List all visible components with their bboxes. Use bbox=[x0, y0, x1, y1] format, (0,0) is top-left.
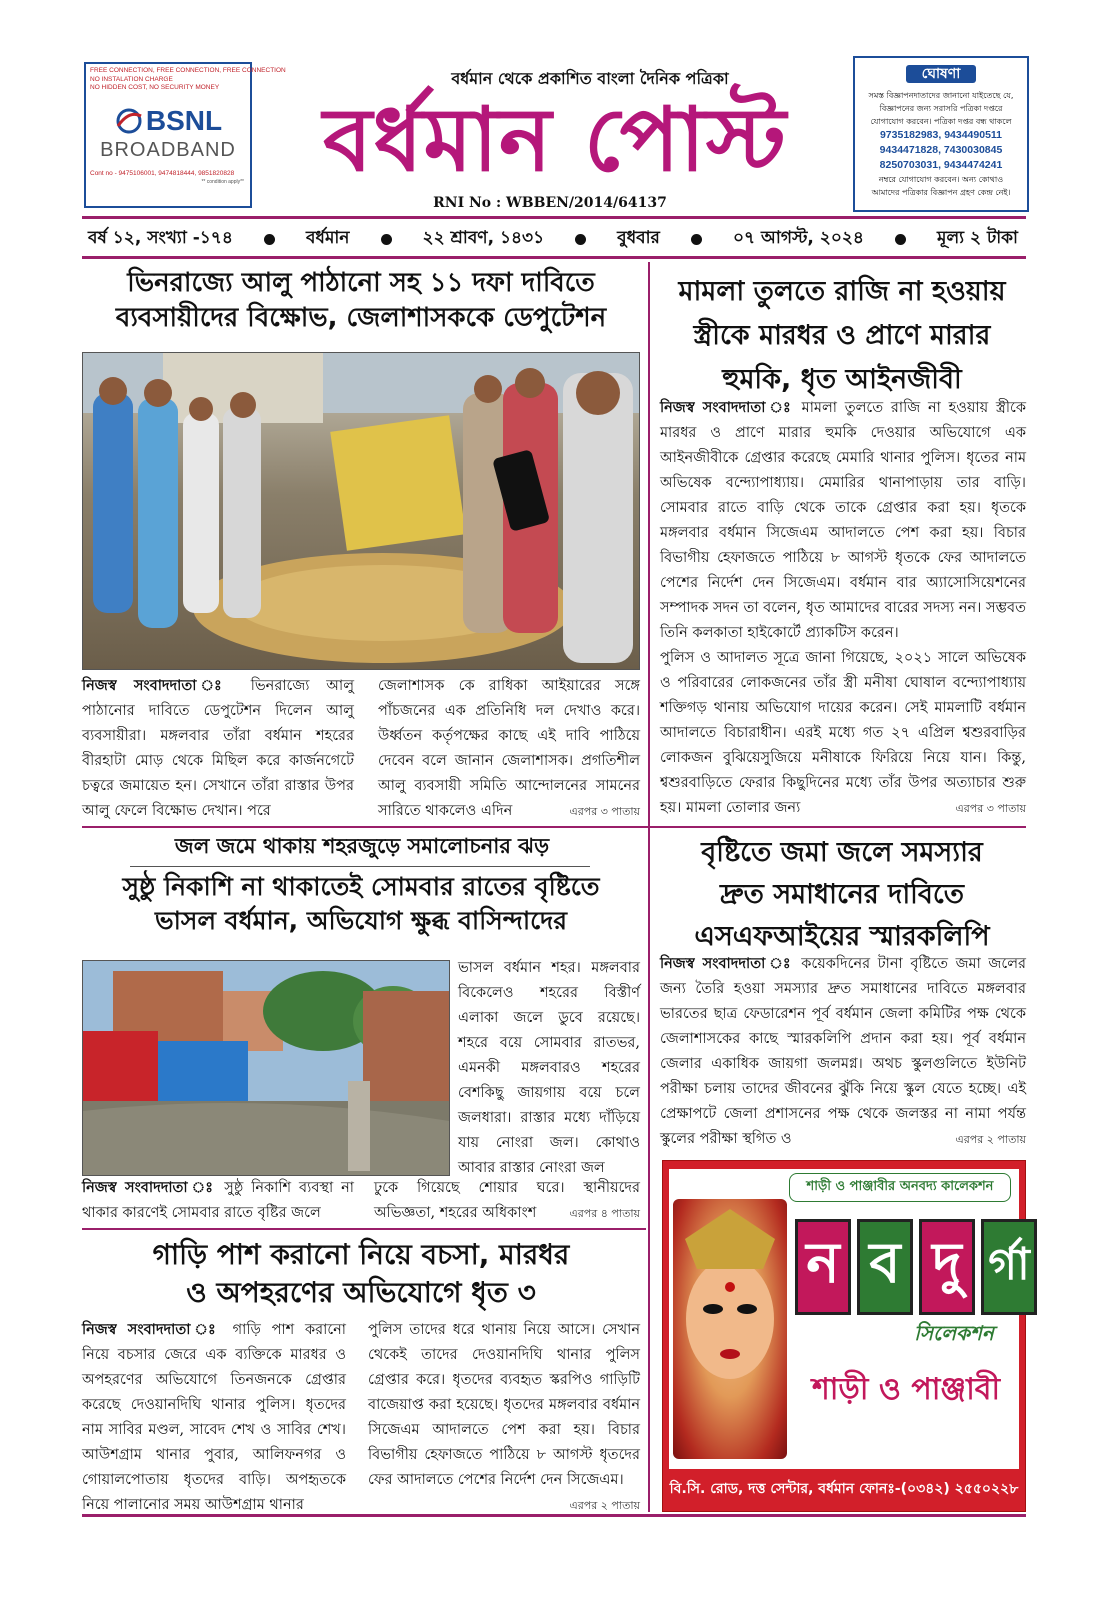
story4-reporter: নিজস্ব সংবাদদাতা ঃ bbox=[660, 956, 794, 972]
story4-continued: এরপর ২ পাতায় bbox=[955, 1133, 1026, 1146]
english-date: ০৭ আগস্ট, ২০২৪ bbox=[732, 228, 864, 248]
story2-continued: এরপর ৩ পাতায় bbox=[955, 802, 1026, 815]
story2-text: পুলিস ও আদালত সূত্রে জানা গিয়েছে, ২০২১ সালে অভিষেক ও পরিবারের লোকজনের তাঁর স্ত্রী মনীষা ঘোষাল বন্দ্যোপাধ্যায় শক্তিগড় থানায় অভিযোগ দায়ের করেন। সেই মামলাটি বর্ধমান আদালতে বিচারাধীন। এরই মধ্যে গত ২৭ এপ্রিল শ্বশুরবাড়ির লোকজন বুঝিয়েসুজিয়ে মনীষাকে ফিরিয়ে নিয়ে যান। কিন্তু, শ্বশুরবাড়িতে ফেরার কিছুদিনের মধ্যে তাঁর উপর অত্যাচার শুরু হয়। মামলা তোলার জন্য bbox=[660, 650, 1026, 816]
nabadurga-letters bbox=[795, 1219, 1037, 1315]
bsnl-product: BROADBAND bbox=[100, 139, 236, 161]
nabadurga-letter: ন bbox=[795, 1219, 851, 1315]
protest-photo-illustration bbox=[83, 353, 639, 669]
nabadurga-products: শাড়ী ও পাঞ্জাবী bbox=[811, 1372, 1001, 1407]
dateline-rule bbox=[82, 256, 1026, 259]
nabadurga-letter: দু bbox=[919, 1219, 975, 1315]
nabadurga-inner bbox=[669, 1169, 1030, 1469]
notice-phone: 9735182983, 9434490511 bbox=[879, 129, 1003, 141]
nabadurga-letter: ব bbox=[857, 1219, 913, 1315]
story1-headline-line: ভিনরাজ্যে আলু পাঠানো সহ ১১ দফা দাবিতে bbox=[127, 268, 595, 298]
bsnl-contact: Cont no - 9475106001, 9474818444, 9851820828 bbox=[90, 170, 235, 177]
issue-number: বর্ষ ১২, সংখ্যা -১৭৪ bbox=[88, 228, 233, 248]
story5-headline bbox=[80, 1236, 642, 1312]
notice-phone: 8250703031, 9434474241 bbox=[879, 159, 1003, 171]
notice-phone: 9434471828, 7430030845 bbox=[879, 144, 1003, 156]
nabadurga-ad[interactable] bbox=[662, 1160, 1030, 1512]
masthead-title: বর্ধমান পোস্ট bbox=[323, 88, 787, 191]
section-rule bbox=[82, 1228, 646, 1230]
notice-line4: নম্বরে যোগাযোগ করবেন। অন্য কোথাও bbox=[878, 175, 1004, 184]
story5-headline-line: গাড়ি পাশ করানো নিয়ে বচসা, মারধর bbox=[152, 1238, 570, 1271]
nabadurga-letter: র্গা bbox=[981, 1219, 1037, 1315]
story3-body-col2 bbox=[374, 1176, 640, 1226]
nabadurga-banner: শাড়ী ও পাঞ্জাবীর অনবদ্য কালেকশন bbox=[789, 1173, 1011, 1202]
potato-protest-photo bbox=[82, 352, 640, 670]
nabadurga-selection: সিলেকশন bbox=[914, 1321, 994, 1345]
notice-box bbox=[853, 56, 1029, 212]
story1-reporter: নিজস্ব সংবাদদাতা ঃ bbox=[82, 678, 234, 694]
bullet-icon bbox=[264, 234, 275, 245]
story3-text: ভাসল বর্ধমান শহর। মঙ্গলবার বিকেলেও শহরের বিস্তীর্ণ এলাকা জলে ডুবে রয়েছে। শহরে বয়ে সোমবার রাতভর, এমনকী মঙ্গলবারও শহরের বেশকিছু জায়গায় বয়ে চলে জলধারা। রাস্তার মধ্যে দাঁড়িয়ে যায় নোংরা জল। কোথাও আবার রাস্তার নোংরা জল bbox=[458, 960, 640, 1176]
story1-text: জেলাশাসক কে রাধিকা আইয়ারের সঙ্গে পাঁচজনের এক প্রতিনিধি দল দেখাও করে। উর্ধ্বতন কর্তৃপক্ষের কাছে এই দাবি পাঠিয়ে দেবেন বলে জানান জেলাশাসক। প্রগতিশীল আলু ব্যবসায়ী সমিতি আন্দোলনের সামনের সারিতে থাকলেও এদিন bbox=[378, 678, 640, 819]
story5-reporter: নিজস্ব সংবাদদাতা ঃ bbox=[82, 1322, 222, 1338]
story1-body-col1 bbox=[82, 674, 354, 824]
story4-headline bbox=[656, 832, 1028, 958]
notice-line1: সমস্ত বিজ্ঞাপনদাতাদের জানানো যাইতেছে যে, bbox=[868, 91, 1014, 100]
story3-headline bbox=[80, 870, 642, 938]
story4-text: কয়েকদিনের টানা বৃষ্টিতে জমা জলের জন্য তৈরি হওয়া সমস্যার দ্রুত সমাধানের দাবিতে মঙ্গলবার ভারতের ছাত্র ফেডারেশন পূর্ব বর্ধমান জেলা কমিটির পক্ষ থেকে জেলাশাসকের কাছে স্মারকলিপি প্রদান করা হয়। পূর্ব বর্ধমান জেলার একাধিক জায়গা জলমগ্ন। অথচ স্কুলগুলিতে ইউনিট পরীক্ষা চলায় তাদের জীবনের ঝুঁকি নিয়ে স্কুল যেতে হচ্ছে। এই প্রেক্ষাপটে জেলা প্রশাসনের পক্ষ থেকে জলস্তর না নামা পর্যন্ত স্কুলের পরীক্ষা স্থগিত ও bbox=[660, 956, 1027, 1147]
story5-text: পুলিস তাদের ধরে থানায় নিয়ে আসে। সেখান থেকেই তাদের দেওয়ানদিঘি থানার পুলিস গ্রেপ্তার করে। ধৃতদের ব্যবহৃত স্করপিও গাড়িটি বাজেয়াপ্ত করা হয়েছে। ধৃতদের মঙ্গলবার বর্ধমান সিজেএম আদালতে পেশ করা হয়। বিচার বিভাগীয় হেফাজতে পাঠিয়ে ৮ আগস্ট ধৃতদের ফের আদালতে পেশের নির্দেশ দেন সিজেএম। bbox=[368, 1322, 640, 1488]
story1-text: ভিনরাজ্যে আলু পাঠানোর দাবিতে ডেপুটেশন দিলেন আলু ব্যবসায়ীরা। মঙ্গলবার তাঁরা বর্ধমান শহরের বীরহাটা মোড় থেকে মিছিল করে কার্জনগেটে চত্বরে জমায়েত হন। সেখানে তাঁরা রাস্তার উপর আলু ফেলে বিক্ষোভ দেখান। পরে bbox=[82, 678, 355, 819]
bengali-date: ২২ শ্রাবণ, ১৪৩১ bbox=[422, 228, 545, 248]
weekday: বুধবার bbox=[617, 228, 660, 248]
story4-headline-line: বৃষ্টিতে জমা জলে সমস্যার bbox=[701, 837, 983, 868]
story2-headline-line: মামলা তুলতে রাজি না হওয়ায় bbox=[678, 276, 1006, 307]
bullet-icon bbox=[381, 234, 392, 245]
bullet-icon bbox=[691, 234, 702, 245]
kicker-rule bbox=[130, 866, 590, 867]
story3-continued: এরপর ৪ পাতায় bbox=[569, 1207, 640, 1220]
flood-photo-illustration bbox=[83, 961, 449, 1175]
story2-headline bbox=[656, 270, 1028, 402]
story2-reporter: নিজস্ব সংবাদদাতা ঃ bbox=[660, 400, 794, 416]
story2-headline-line: হুমকি, ধৃত আইনজীবী bbox=[722, 364, 962, 395]
dateline bbox=[88, 224, 1018, 254]
bullet-icon bbox=[895, 234, 906, 245]
bsnl-fine-print: ** condition apply** bbox=[201, 179, 244, 185]
bsnl-ad-line3: NO HIDDEN COST, NO SECURITY MONEY bbox=[90, 84, 220, 91]
bullet-icon bbox=[575, 234, 586, 245]
bsnl-ad-line2: NO INSTALATION CHARGE bbox=[90, 76, 173, 83]
story2-text: মামলা তুলতে রাজি না হওয়ায় স্ত্রীকে মারধর ও প্রাণে মারার হুমকি দেওয়ার অভিযোগে এক আইনজীবীকে গ্রেপ্তার করেছে মেমারি থানার পুলিস। ধৃতের নাম অভিষেক বন্দ্যোপাধ্যায়। মেমারির থানাপাড়ায় তার বাড়ি। সোমবার রাতে বাড়ি থেকে তাকে গ্রেপ্তার করা হয়। ধৃতকে মঙ্গলবার বর্ধমান সিজেএম আদালতে পেশ করা হয়। বিচার বিভাগীয় হেফাজতে পাঠিয়ে ৮ আগস্ট ধৃতকে ফের আদালতে পেশের নির্দেশ দেন সিজেএম। বর্ধমান বার অ্যাসোসিয়েশনের সম্পাদক সদন তা বলেন, ধৃত আমাদের বারের সদস্য নন। সম্ভবত তিনি কলকাতা হাইকোর্টে প্র্যাকটিস করেন। bbox=[660, 400, 1027, 641]
story3-reporter: নিজস্ব সংবাদদাতা ঃ bbox=[82, 1180, 217, 1196]
story3-side-text bbox=[458, 956, 640, 1181]
masthead-rule bbox=[82, 216, 1026, 219]
story3-body-col1 bbox=[82, 1176, 354, 1226]
story5-headline-line: ও অপহরণের অভিযোগে ধৃত ৩ bbox=[186, 1275, 536, 1309]
column-divider bbox=[648, 262, 650, 1512]
nabadurga-address: বি.সি. রোড, দত্ত সেন্টার, বর্ধমান ফোনঃ-(০৩৪২) ২৫৫০২২৮ bbox=[669, 1481, 1019, 1497]
story3-headline-line: সুষ্ঠু নিকাশি না থাকাতেই সোমবার রাতের বৃষ্টিতে bbox=[122, 872, 600, 901]
story1-continued: এরপর ৩ পাতায় bbox=[569, 805, 640, 818]
masthead-tagline: বর্ধমান থেকে প্রকাশিত বাংলা দৈনিক পত্রিকা bbox=[451, 69, 729, 88]
bottom-rule bbox=[82, 1514, 1026, 1517]
section-rule bbox=[82, 826, 1026, 828]
goddess-face-icon bbox=[673, 1199, 787, 1459]
notice-line5: আমাদের পত্রিকার বিজ্ঞাপন গ্রহণ কেন্দ্র নেই। bbox=[871, 188, 1011, 197]
story5-continued: এরপর ২ পাতায় bbox=[569, 1499, 640, 1512]
story4-body bbox=[660, 952, 1026, 1152]
story1-headline-line: ব্যবসায়ীদের বিক্ষোভ, জেলাশাসককে ডেপুটেশন bbox=[115, 303, 607, 334]
notice-line2: বিজ্ঞাপনের জন্য সরাসরি পত্রিকা দপ্তরে bbox=[879, 104, 1003, 113]
waterlogging-photo bbox=[82, 960, 450, 1176]
story3-headline-line: ভাসল বর্ধমান, অভিযোগ ক্ষুব্ধ বাসিন্দাদের bbox=[154, 905, 568, 935]
story5-body-col2 bbox=[368, 1318, 640, 1518]
story2-headline-line: স্ত্রীকে মারধর ও প্রাণে মারার bbox=[693, 320, 991, 351]
notice-line3: যোগাযোগ করবেন। পত্রিকা দপ্তর বন্ধ থাকলে bbox=[870, 117, 1012, 126]
story5-text: গাড়ি পাশ করানো নিয়ে বচসার জেরে এক ব্যক্তিকে মারধর ও অপহরণের অভিযোগে তিনজনকে গ্রেপ্তার করেছে দেওয়ানদিঘি থানার পুলিস। ধৃতদের নাম সাবির মণ্ডল, সাবেদ শেখ ও সাবির শেখ। আউশগ্রাম থানার পুবার, আলিফনগর ও গোয়ালপোতায় ধৃতদের বাড়ি। অপহৃতকে নিয়ে পালানোর সময় আউশগ্রাম থানার bbox=[82, 1322, 347, 1513]
story3-text: সুষ্ঠু নিকাশি ব্যবস্থা না থাকার কারণেই সোমবার রাতে বৃষ্টির জলে bbox=[82, 1180, 354, 1221]
story4-headline-line: এসএফআইয়ের স্মারকলিপি bbox=[694, 921, 990, 952]
story1-body-col2 bbox=[378, 674, 640, 824]
story5-body-col1 bbox=[82, 1318, 346, 1518]
story3-text: ঢুকে গিয়েছে শোয়ার ঘরে। স্থানীয়দের অভিজ্ঞতা, শহরের অধিকাংশ bbox=[374, 1180, 640, 1221]
story1-headline bbox=[80, 266, 642, 336]
goddess-durga-image bbox=[673, 1199, 787, 1459]
bsnl-brand: BSNL bbox=[145, 105, 223, 136]
notice-title: ঘোষণা bbox=[906, 65, 977, 83]
story3-kicker: জল জমে থাকায় শহরজুড়ে সমালোচনার ঝড় bbox=[174, 834, 550, 858]
bsnl-logo-icon bbox=[114, 106, 144, 136]
story4-headline-line: দ্রুত সমাধানের দাবিতে bbox=[719, 879, 965, 910]
story2-body bbox=[660, 396, 1026, 821]
bsnl-ad-line1: FREE CONNECTION, FREE CONNECTION, FREE CONNECTION bbox=[90, 67, 286, 74]
rni-number: RNI No : WBBEN/2014/64137 bbox=[433, 195, 667, 211]
price: মূল্য ২ টাকা bbox=[937, 228, 1018, 248]
bsnl-ad[interactable] bbox=[84, 62, 286, 208]
dateline-place: বর্ধমান bbox=[305, 228, 350, 248]
